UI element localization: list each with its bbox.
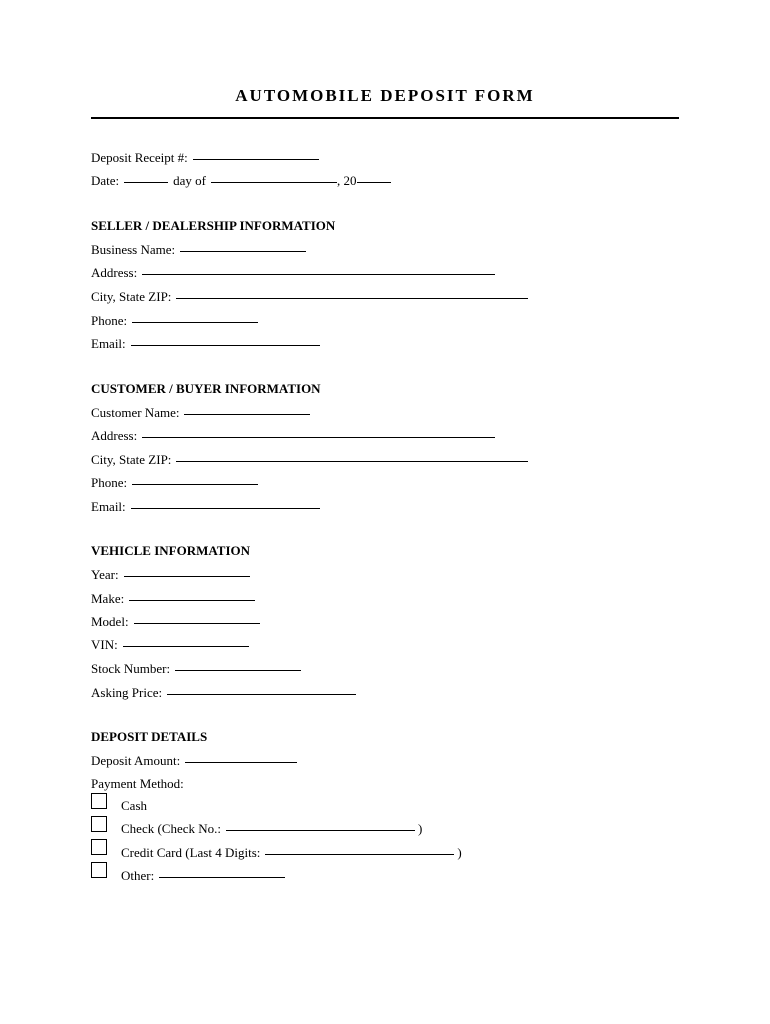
vehicle-vin-label: VIN: <box>91 637 118 652</box>
vehicle-year-field[interactable] <box>124 575 250 577</box>
deposit-heading: DEPOSIT DETAILS <box>91 729 208 744</box>
vehicle-model-row <box>91 614 260 630</box>
check-close-paren: ) <box>418 821 423 836</box>
seller-phone-field[interactable] <box>132 321 258 323</box>
credit-card-digits-field[interactable] <box>265 853 454 855</box>
deposit-receipt-field[interactable] <box>193 158 319 160</box>
vehicle-make-row <box>91 591 255 607</box>
other-checkbox[interactable] <box>91 862 107 878</box>
customer-heading: CUSTOMER / BUYER INFORMATION <box>91 381 321 396</box>
vehicle-model-field[interactable] <box>134 622 260 624</box>
seller-email-row <box>91 336 320 352</box>
seller-city-field[interactable] <box>176 297 528 299</box>
deposit-amount-label: Deposit Amount: <box>91 753 181 768</box>
other-field[interactable] <box>159 876 285 878</box>
other-label: Other: <box>121 868 155 883</box>
day-of-label: day of <box>173 173 207 188</box>
customer-phone-row <box>91 475 258 491</box>
year-prefix: , 20 <box>337 173 357 188</box>
vehicle-model-label: Model: <box>91 614 129 629</box>
customer-email-row <box>91 499 320 515</box>
customer-email-label: Email: <box>91 499 126 514</box>
payment-method-label: Payment Method: <box>91 776 184 791</box>
cash-checkbox[interactable] <box>91 793 107 809</box>
check-option-row <box>121 821 422 837</box>
seller-address-label: Address: <box>91 265 138 280</box>
credit-card-label: Credit Card (Last 4 Digits: <box>121 845 261 860</box>
vehicle-price-field[interactable] <box>167 693 356 695</box>
vehicle-stock-row <box>91 661 301 677</box>
customer-city-label: City, State ZIP: <box>91 452 172 467</box>
deposit-receipt-row <box>91 150 319 166</box>
vehicle-vin-row <box>91 637 249 653</box>
vehicle-stock-field[interactable] <box>175 669 301 671</box>
customer-name-row <box>91 405 310 421</box>
check-number-field[interactable] <box>226 829 415 831</box>
seller-phone-label: Phone: <box>91 313 128 328</box>
credit-card-close-paren: ) <box>457 845 462 860</box>
date-month-field[interactable] <box>211 181 337 183</box>
deposit-amount-field[interactable] <box>185 761 297 763</box>
seller-address-field[interactable] <box>142 273 495 275</box>
cash-option-row <box>121 798 147 814</box>
vehicle-make-field[interactable] <box>129 599 255 601</box>
customer-address-label: Address: <box>91 428 138 443</box>
customer-name-label: Customer Name: <box>91 405 180 420</box>
vehicle-make-label: Make: <box>91 591 125 606</box>
title-divider <box>91 117 679 119</box>
seller-email-field[interactable] <box>131 344 320 346</box>
vehicle-year-row <box>91 567 250 583</box>
deposit-amount-row <box>91 753 297 769</box>
seller-business-name-row <box>91 242 306 258</box>
customer-city-field[interactable] <box>176 460 528 462</box>
date-year-field[interactable] <box>357 181 391 183</box>
check-checkbox[interactable] <box>91 816 107 832</box>
customer-email-field[interactable] <box>131 507 320 509</box>
check-label: Check (Check No.: <box>121 821 222 836</box>
other-option-row <box>121 868 285 884</box>
credit-card-option-row <box>121 845 462 861</box>
cash-label: Cash <box>121 798 147 813</box>
seller-city-label: City, State ZIP: <box>91 289 172 304</box>
customer-address-row <box>91 428 495 444</box>
customer-address-field[interactable] <box>142 436 495 438</box>
seller-email-label: Email: <box>91 336 126 351</box>
date-label: Date: <box>91 173 120 188</box>
vehicle-year-label: Year: <box>91 567 119 582</box>
seller-heading: SELLER / DEALERSHIP INFORMATION <box>91 218 336 233</box>
customer-phone-label: Phone: <box>91 475 128 490</box>
date-day-field[interactable] <box>124 181 168 183</box>
vehicle-price-row <box>91 685 356 701</box>
seller-phone-row <box>91 313 258 329</box>
credit-card-checkbox[interactable] <box>91 839 107 855</box>
customer-city-row <box>91 452 528 468</box>
deposit-receipt-label: Deposit Receipt #: <box>91 150 188 165</box>
vehicle-vin-field[interactable] <box>123 645 249 647</box>
payment-method-row <box>91 776 184 792</box>
vehicle-stock-label: Stock Number: <box>91 661 171 676</box>
date-row <box>91 173 391 189</box>
vehicle-price-label: Asking Price: <box>91 685 163 700</box>
form-title: AUTOMOBILE DEPOSIT FORM <box>235 86 535 105</box>
business-name-label: Business Name: <box>91 242 176 257</box>
seller-city-row <box>91 289 528 305</box>
vehicle-heading: VEHICLE INFORMATION <box>91 543 251 558</box>
business-name-field[interactable] <box>180 250 306 252</box>
customer-name-field[interactable] <box>184 413 310 415</box>
customer-phone-field[interactable] <box>132 483 258 485</box>
seller-address-row <box>91 265 495 281</box>
